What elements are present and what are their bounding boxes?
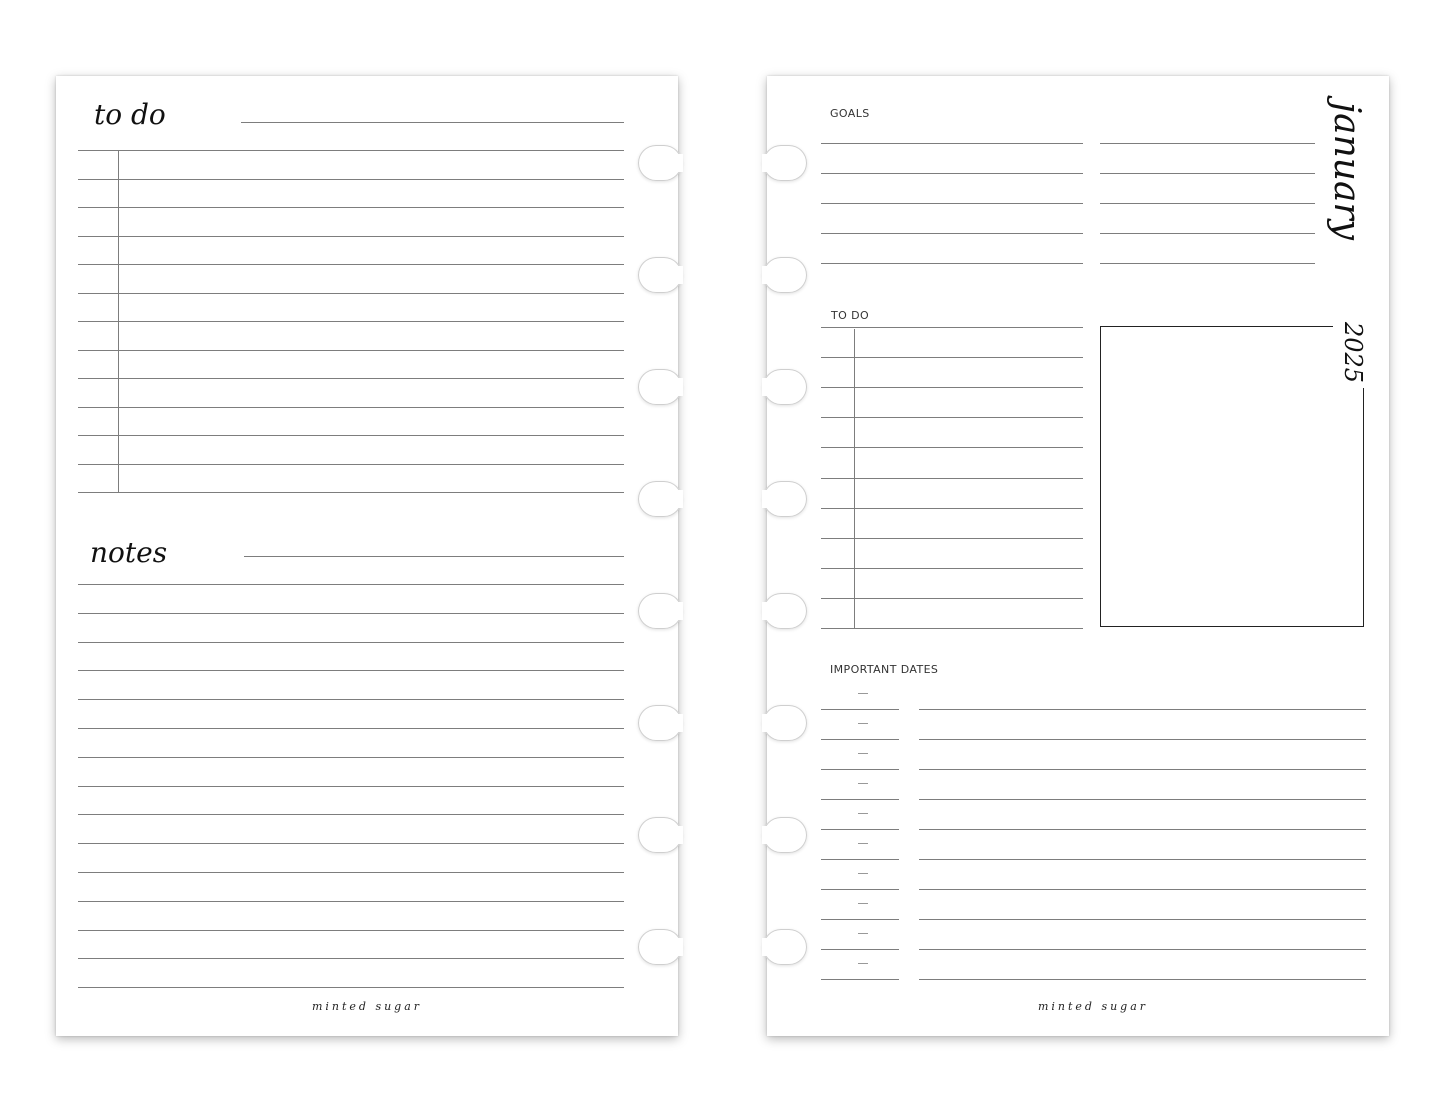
notes-line (78, 613, 624, 614)
binder-ring-hole (638, 481, 682, 517)
binder-ring-hole (763, 145, 807, 181)
month-label: january (1326, 102, 1367, 241)
goal-line (821, 233, 1083, 234)
date-entry-line (919, 979, 1366, 980)
goal-line (821, 203, 1083, 204)
date-separator-dash (858, 873, 868, 874)
right-planner-page (767, 76, 1389, 1036)
todo-checkbox-margin (854, 329, 855, 629)
todo-line (78, 435, 624, 436)
binder-ring-hole (638, 145, 682, 181)
notes-line (78, 987, 624, 988)
todo-line (78, 464, 624, 465)
binder-ring-hole (763, 817, 807, 853)
notes-line (78, 670, 624, 671)
todo-checkbox-margin (118, 150, 119, 493)
todo-line (78, 179, 624, 180)
binder-ring-hole (763, 481, 807, 517)
goals-heading: GOALS (830, 107, 870, 120)
todo-line (78, 378, 624, 379)
year-label: 2025 (1339, 322, 1367, 384)
todo-line (78, 321, 624, 322)
goal-line (821, 263, 1083, 264)
date-separator-dash (858, 933, 868, 934)
binder-ring-hole (763, 369, 807, 405)
todo-line (821, 447, 1083, 448)
binder-ring-hole (638, 817, 682, 853)
todo-line (821, 478, 1083, 479)
date-entry-line (919, 859, 1366, 860)
left-planner-page (56, 76, 678, 1036)
todo-line (821, 357, 1083, 358)
todo-line (821, 508, 1083, 509)
date-entry-line (919, 739, 1366, 740)
date-separator-dash (858, 723, 868, 724)
todo-line (78, 236, 624, 237)
date-line (821, 739, 899, 740)
notes-line (78, 872, 624, 873)
binder-ring-hole (638, 705, 682, 741)
date-entry-line (919, 769, 1366, 770)
date-line (821, 829, 899, 830)
todo-line (78, 492, 624, 493)
goal-line (1100, 203, 1315, 204)
binder-ring-hole (638, 369, 682, 405)
todo-line (821, 387, 1083, 388)
brand-footer: minted sugar (311, 1000, 423, 1013)
todo-line (821, 417, 1083, 418)
notes-title-rule (244, 556, 624, 557)
date-line (821, 949, 899, 950)
goal-line (821, 143, 1083, 144)
date-line (821, 799, 899, 800)
binder-ring-hole (763, 705, 807, 741)
binder-ring-hole (638, 257, 682, 293)
date-entry-line (919, 799, 1366, 800)
brand-footer: minted sugar (1037, 1000, 1149, 1013)
date-separator-dash (858, 783, 868, 784)
todo-line (78, 264, 624, 265)
todo-title: to do (94, 98, 166, 131)
todo-line (821, 628, 1083, 629)
goal-line (1100, 143, 1315, 144)
notes-line (78, 642, 624, 643)
notes-line (78, 901, 624, 902)
date-separator-dash (858, 813, 868, 814)
notes-title: notes (90, 536, 168, 569)
date-entry-line (919, 709, 1366, 710)
todo-line (78, 407, 624, 408)
date-separator-dash (858, 843, 868, 844)
todo-title-rule (241, 122, 624, 123)
todo-line (821, 568, 1083, 569)
goal-line (1100, 233, 1315, 234)
todo-heading: TO DO (831, 309, 870, 322)
binder-ring-hole (763, 929, 807, 965)
notes-box (1100, 326, 1364, 627)
date-separator-dash (858, 963, 868, 964)
goal-line (1100, 263, 1315, 264)
notes-line (78, 728, 624, 729)
date-separator-dash (858, 693, 868, 694)
notes-line (78, 757, 624, 758)
date-entry-line (919, 829, 1366, 830)
binder-ring-hole (638, 593, 682, 629)
todo-line (821, 538, 1083, 539)
notes-line (78, 786, 624, 787)
date-entry-line (919, 919, 1366, 920)
date-line (821, 979, 899, 980)
date-entry-line (919, 949, 1366, 950)
notes-line (78, 958, 624, 959)
binder-ring-hole (763, 593, 807, 629)
binder-ring-hole (638, 929, 682, 965)
date-line (821, 919, 899, 920)
important-dates-heading: IMPORTANT DATES (830, 663, 939, 676)
notes-line (78, 584, 624, 585)
date-line (821, 889, 899, 890)
todo-line (821, 598, 1083, 599)
notes-line (78, 843, 624, 844)
goal-line (1100, 173, 1315, 174)
binder-ring-hole (763, 257, 807, 293)
goal-line (821, 173, 1083, 174)
todo-line (78, 293, 624, 294)
notes-line (78, 814, 624, 815)
todo-line (821, 327, 1083, 328)
todo-line (78, 150, 624, 151)
date-line (821, 709, 899, 710)
todo-line (78, 207, 624, 208)
date-line (821, 769, 899, 770)
date-line (821, 859, 899, 860)
notes-line (78, 699, 624, 700)
date-entry-line (919, 889, 1366, 890)
notes-line (78, 930, 624, 931)
todo-line (78, 350, 624, 351)
date-separator-dash (858, 903, 868, 904)
date-separator-dash (858, 753, 868, 754)
